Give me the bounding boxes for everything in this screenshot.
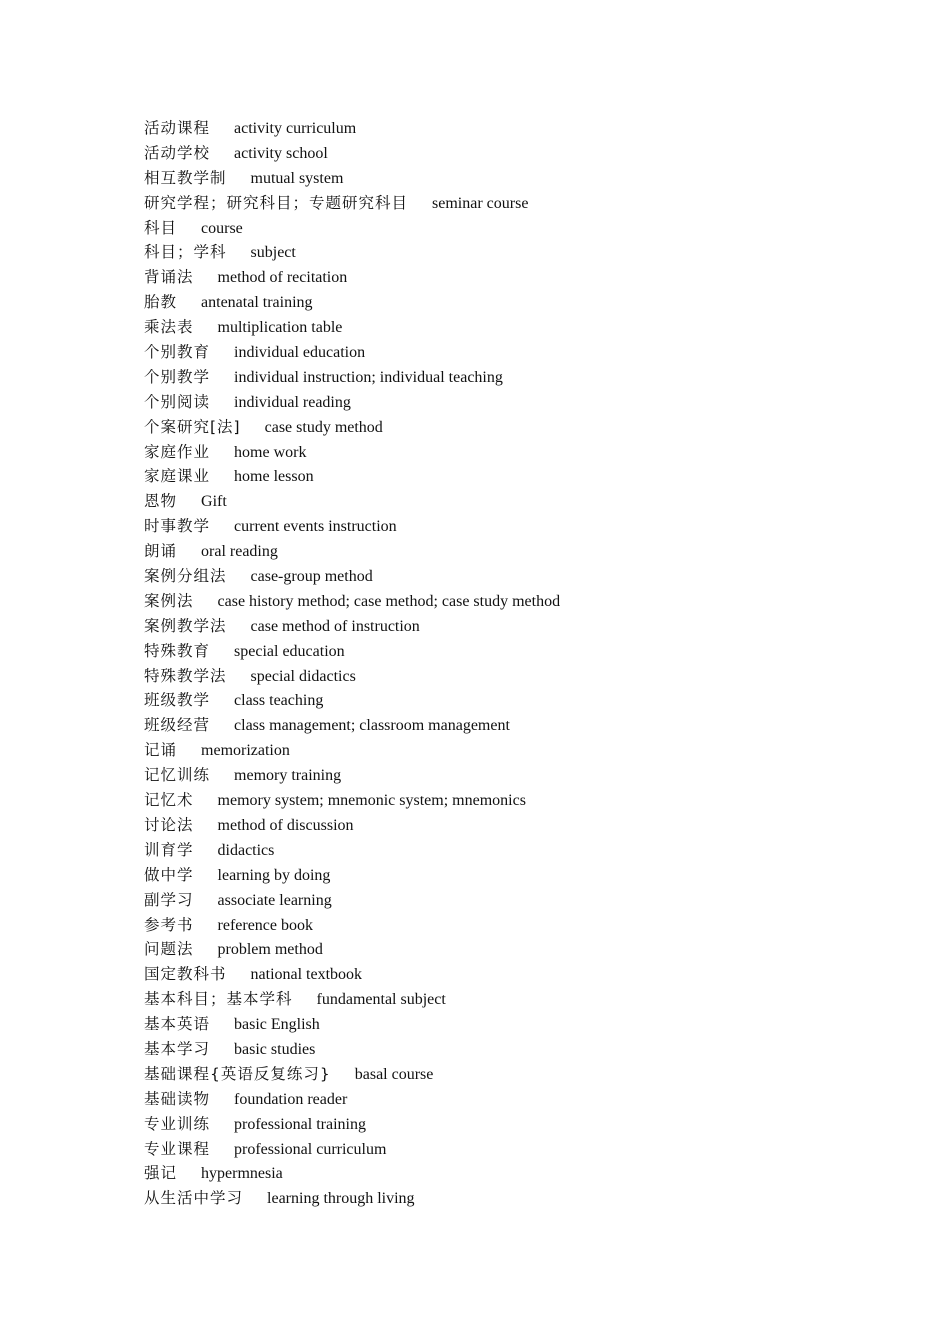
chinese-term: 恩物 (144, 492, 178, 511)
english-term: learning by doing (217, 866, 331, 884)
english-term: seminar course (432, 194, 529, 212)
glossary-entry (144, 415, 560, 440)
english-term: class teaching (234, 692, 324, 710)
glossary-entry (144, 713, 560, 738)
english-term: hypermnesia (201, 1165, 283, 1183)
english-term: home work (234, 443, 307, 461)
chinese-term: 科目 (144, 218, 178, 237)
glossary-entry (144, 1161, 560, 1186)
english-term: professional curriculum (234, 1140, 387, 1158)
english-term: case method of instruction (250, 617, 420, 635)
chinese-term: 家庭作业 (144, 442, 211, 461)
glossary-entry (144, 888, 560, 913)
glossary-entry (144, 390, 560, 415)
chinese-term: 记诵 (144, 741, 178, 760)
chinese-term: 时事教学 (144, 517, 211, 536)
chinese-term: 专业课程 (144, 1139, 211, 1158)
chinese-term: 活动课程 (144, 119, 211, 137)
chinese-term: 乘法表 (144, 318, 194, 337)
chinese-term: 基础读物 (144, 1089, 211, 1108)
english-term: subject (250, 244, 296, 262)
glossary-entry (144, 315, 560, 340)
chinese-term: 专业训练 (144, 1114, 211, 1133)
english-term: antenatal training (201, 294, 313, 312)
glossary-entry (144, 1062, 560, 1087)
glossary-entry (144, 191, 560, 216)
chinese-term: 背诵法 (144, 268, 194, 287)
glossary-entry (144, 813, 560, 838)
glossary-entry (144, 1012, 560, 1037)
english-term: memorization (201, 742, 290, 760)
glossary-entry (144, 838, 560, 863)
english-term: home lesson (234, 468, 314, 486)
glossary-entry (144, 614, 560, 639)
chinese-term: 参考书 (144, 915, 194, 934)
glossary-entry (144, 489, 560, 514)
glossary-entry (144, 937, 560, 962)
chinese-term: 特殊教育 (144, 641, 211, 660)
english-term: individual reading (234, 393, 351, 411)
glossary-entry (144, 216, 560, 241)
glossary-entry (144, 1087, 560, 1112)
english-term: reference book (217, 916, 314, 934)
glossary-entry (144, 962, 560, 987)
chinese-term: 问题法 (144, 940, 194, 959)
chinese-term: 案例法 (144, 591, 194, 610)
english-term: didactics (217, 841, 275, 859)
english-term: learning through living (267, 1190, 415, 1208)
english-term: case history method; case method; case study method (217, 592, 561, 610)
english-term: activity school (234, 144, 328, 162)
english-term: memory system; mnemonic system; mnemonics (217, 792, 526, 810)
chinese-term: 案例教学法 (144, 616, 227, 635)
chinese-term: 朗诵 (144, 542, 178, 561)
chinese-term: 活动学校 (144, 143, 211, 162)
glossary-entry (144, 688, 560, 713)
chinese-term: 胎教 (144, 293, 178, 312)
chinese-term: 从生活中学习 (144, 1189, 244, 1208)
glossary-entry (144, 290, 560, 315)
glossary-entry (144, 664, 560, 689)
chinese-term: 基本英语 (144, 1015, 211, 1034)
glossary-entry (144, 141, 560, 166)
english-term: method of discussion (217, 816, 354, 834)
glossary-entry (144, 738, 560, 763)
glossary-entry (144, 464, 560, 489)
english-term: class management; classroom management (234, 717, 510, 735)
glossary-entry (144, 539, 560, 564)
glossary-entry (144, 1037, 560, 1062)
english-term: mutual system (250, 169, 344, 187)
english-term: foundation reader (234, 1090, 348, 1108)
chinese-term: 记忆训练 (144, 766, 211, 785)
chinese-term: 国定教科书 (144, 965, 227, 984)
chinese-term: 记忆术 (144, 791, 194, 810)
chinese-term: 基础课程{英语反复练习} (144, 1064, 331, 1083)
glossary-entry (144, 166, 560, 191)
glossary-entry (144, 240, 560, 265)
glossary-entry (144, 440, 560, 465)
english-term: professional training (234, 1115, 366, 1133)
glossary-entry (144, 763, 560, 788)
english-term: case-group method (250, 568, 373, 586)
english-term: basic English (234, 1016, 320, 1034)
glossary-entry (144, 1186, 560, 1211)
glossary-entry (144, 1137, 560, 1162)
english-term: multiplication table (217, 319, 343, 337)
glossary-entry (144, 116, 560, 141)
chinese-term: 家庭课业 (144, 467, 211, 486)
chinese-term: 训育学 (144, 840, 194, 859)
english-term: national textbook (250, 966, 363, 984)
chinese-term: 个别阅读 (144, 392, 211, 411)
glossary-entry (144, 340, 560, 365)
glossary-entry (144, 639, 560, 664)
chinese-term: 讨论法 (144, 815, 194, 834)
english-term: oral reading (201, 543, 278, 561)
english-term: special education (234, 642, 345, 660)
english-term: basal course (354, 1065, 434, 1083)
chinese-term: 基本学习 (144, 1039, 211, 1058)
english-term: basic studies (234, 1040, 316, 1058)
glossary-entry (144, 1112, 560, 1137)
english-term: current events instruction (234, 518, 397, 536)
english-term: memory training (234, 767, 342, 785)
chinese-term: 科目；学科 (144, 243, 227, 262)
english-term: fundamental subject (316, 991, 446, 1009)
chinese-term: 基本科目；基本学科 (144, 990, 293, 1009)
glossary-entry (144, 265, 560, 290)
chinese-term: 强记 (144, 1164, 178, 1183)
english-term: special didactics (250, 667, 356, 685)
chinese-term: 做中学 (144, 865, 194, 884)
chinese-term: 相互教学制 (144, 168, 227, 187)
english-term: case study method (264, 418, 383, 436)
chinese-term: 个案研究[法] (144, 417, 241, 436)
english-term: individual instruction; individual teaching (234, 368, 503, 386)
glossary-entry (144, 987, 560, 1012)
glossary-entry (144, 365, 560, 390)
english-term: activity curriculum (234, 120, 357, 137)
glossary-entry (144, 589, 560, 614)
glossary-entry (144, 564, 560, 589)
chinese-term: 案例分组法 (144, 567, 227, 586)
english-term: individual education (234, 344, 366, 362)
english-term: course (201, 219, 243, 237)
glossary-entry (144, 514, 560, 539)
glossary-entry (144, 863, 560, 888)
chinese-term: 个别教育 (144, 343, 211, 362)
english-term: method of recitation (217, 269, 348, 287)
english-term: problem method (217, 941, 323, 959)
english-term: Gift (201, 493, 227, 511)
chinese-term: 特殊教学法 (144, 666, 227, 685)
chinese-term: 研究学程；研究科目；专题研究科目 (144, 193, 409, 212)
glossary-entry (144, 788, 560, 813)
chinese-term: 班级教学 (144, 691, 211, 710)
chinese-term: 副学习 (144, 890, 194, 909)
english-term: associate learning (217, 891, 332, 909)
glossary-list (144, 116, 560, 1211)
chinese-term: 个别教学 (144, 367, 211, 386)
glossary-entry (144, 913, 560, 938)
chinese-term: 班级经营 (144, 716, 211, 735)
